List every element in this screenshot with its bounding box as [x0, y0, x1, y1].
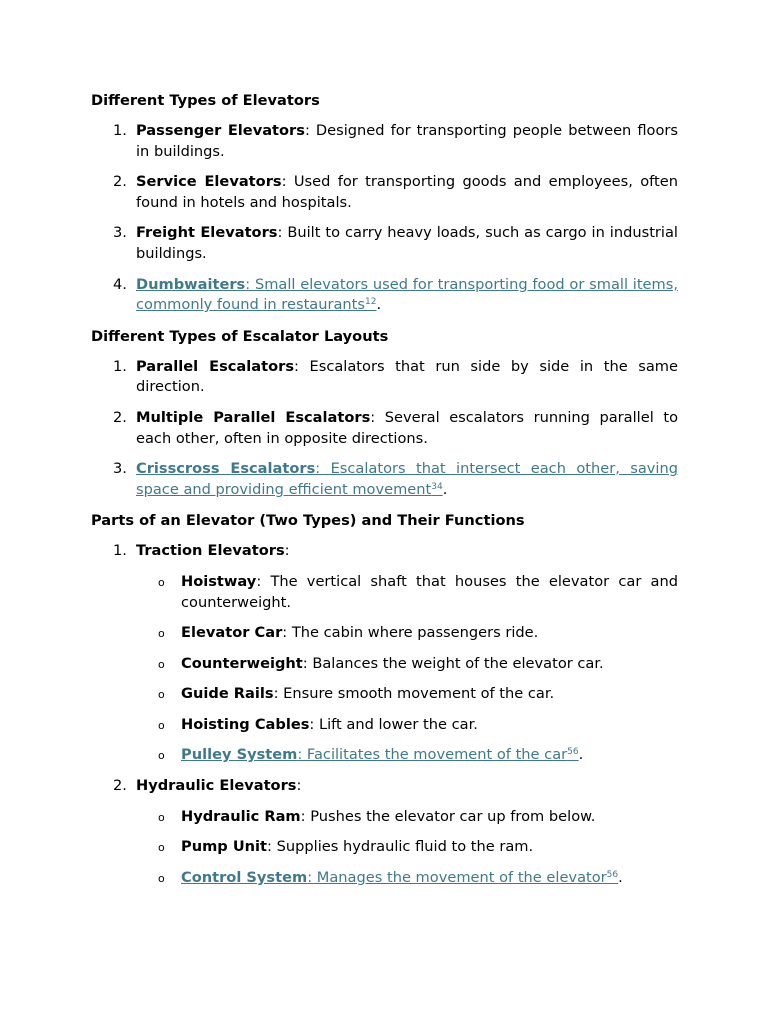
item-term: Crisscross Escalators	[136, 460, 316, 478]
item-term: Elevator Car	[181, 624, 283, 642]
item-desc: : The vertical shaft that houses the elevator car and counterweight.	[181, 572, 678, 611]
sub-list-item	[136, 623, 678, 644]
item-desc: : Used for transporting goods and employees, often found in hotels and hospitals.	[136, 173, 678, 211]
bullet-icon: o	[158, 749, 165, 763]
sub-list-item	[136, 745, 678, 766]
crisscross-escalators-link[interactable]	[136, 460, 678, 498]
item-term: Guide Rails	[181, 685, 274, 703]
list-item	[91, 357, 678, 398]
item-term: Hydraulic Ram	[181, 807, 301, 825]
item-term: Pulley System	[181, 746, 298, 764]
item-term: Parallel Escalators	[136, 357, 295, 375]
item-tail: .	[442, 480, 448, 498]
pulley-system-link[interactable]	[181, 746, 579, 763]
item-desc: : Several escalators running parallel to each other, often in opposite directions.	[136, 408, 678, 447]
section-heading: Different Types of Escalator Layouts	[91, 327, 389, 345]
bullet-icon: o	[158, 871, 165, 885]
item-desc: : Escalators that run side by side in the same direction.	[136, 357, 678, 396]
item-desc: :	[296, 777, 302, 795]
section-escalator-layouts	[91, 326, 678, 501]
bullet-icon: o	[158, 810, 165, 824]
bullet-icon: o	[158, 575, 165, 589]
item-term: Hydraulic Elevators	[136, 777, 297, 795]
list-number: 1.	[113, 357, 127, 375]
item-term: Service Elevators	[136, 173, 282, 191]
sub-list-item	[136, 868, 678, 889]
item-term: Counterweight	[181, 654, 303, 672]
item-desc: : Balances the weight of the elevator car.	[302, 654, 604, 672]
sub-list-item	[136, 654, 678, 675]
item-desc: : Built to carry heavy loads, such as cargo in industrial buildings.	[136, 224, 678, 262]
item-desc: : Pushes the elevator car up from below.	[300, 807, 596, 825]
dumbwaiters-link[interactable]	[136, 276, 678, 314]
document-content	[91, 90, 678, 888]
list-number: 3.	[113, 224, 127, 242]
item-tail: .	[618, 868, 623, 886]
bullet-icon: o	[158, 688, 165, 702]
item-desc: : Manages the movement of the elevator	[307, 868, 607, 886]
item-desc: : Lift and lower the car.	[309, 715, 478, 733]
bullet-icon: o	[158, 718, 165, 732]
list-item	[91, 223, 678, 264]
list-item	[91, 541, 678, 766]
item-term: Hoisting Cables	[181, 715, 310, 733]
footnote-ref: 34	[431, 481, 443, 492]
sub-list-item	[136, 807, 678, 828]
section-heading: Parts of an Elevator (Two Types) and Their Functions	[91, 512, 525, 530]
control-system-link[interactable]	[181, 869, 618, 886]
item-tail: .	[376, 296, 382, 314]
sub-list-item	[136, 715, 678, 736]
item-term: Traction Elevators	[136, 542, 285, 560]
item-desc: : Facilitates the movement of the car	[297, 746, 568, 764]
item-desc: : Supplies hydraulic fluid to the ram.	[267, 838, 534, 856]
list-item	[91, 408, 678, 449]
numbered-list	[91, 541, 678, 888]
item-term: Control System	[181, 868, 308, 886]
item-term: Hoistway	[181, 572, 257, 590]
list-item	[91, 776, 678, 888]
item-term: Multiple Parallel Escalators	[136, 408, 371, 426]
bullet-icon: o	[158, 657, 165, 671]
item-term: Passenger Elevators	[136, 122, 305, 139]
section-elevator-types	[91, 90, 678, 316]
numbered-list	[91, 121, 678, 316]
list-number: 2.	[113, 777, 127, 795]
list-item	[91, 121, 678, 162]
bullet-icon: o	[158, 841, 165, 855]
list-number: 3.	[113, 460, 127, 478]
section-heading: Different Types of Elevators	[91, 92, 320, 109]
list-item	[91, 172, 678, 213]
footnote-ref: 56	[567, 747, 579, 758]
footnote-ref: 12	[365, 297, 377, 308]
item-desc: :	[284, 542, 290, 560]
item-desc: : Designed for transporting people between floors in buildings.	[136, 122, 678, 160]
sub-list-item	[136, 837, 678, 858]
item-term: Freight Elevators	[136, 224, 278, 242]
item-term: Dumbwaiters	[136, 275, 246, 293]
item-tail: .	[578, 746, 584, 764]
list-number: 2.	[113, 408, 127, 426]
list-number: 2.	[113, 173, 127, 191]
item-desc: : Small elevators used for transporting food or small items, commonly found in restaurants	[136, 275, 678, 314]
item-term: Pump Unit	[181, 838, 268, 856]
list-number: 4.	[113, 275, 127, 293]
list-item	[91, 275, 678, 316]
list-item	[91, 459, 678, 500]
numbered-list	[91, 357, 678, 501]
sub-list-item	[136, 572, 678, 613]
item-desc: : Escalators that intersect each other, saving space and providing efficient movement	[136, 460, 678, 498]
item-desc: : The cabin where passengers ride.	[282, 624, 539, 642]
section-elevator-parts	[91, 510, 678, 888]
item-desc: : Ensure smooth movement of the car.	[273, 685, 555, 703]
bullet-list	[136, 807, 678, 889]
sub-list-item	[136, 684, 678, 705]
list-number: 1.	[113, 122, 127, 139]
footnote-ref: 56	[606, 869, 619, 880]
bullet-list	[136, 572, 678, 766]
bullet-icon: o	[158, 627, 165, 641]
list-number: 1.	[113, 542, 127, 560]
